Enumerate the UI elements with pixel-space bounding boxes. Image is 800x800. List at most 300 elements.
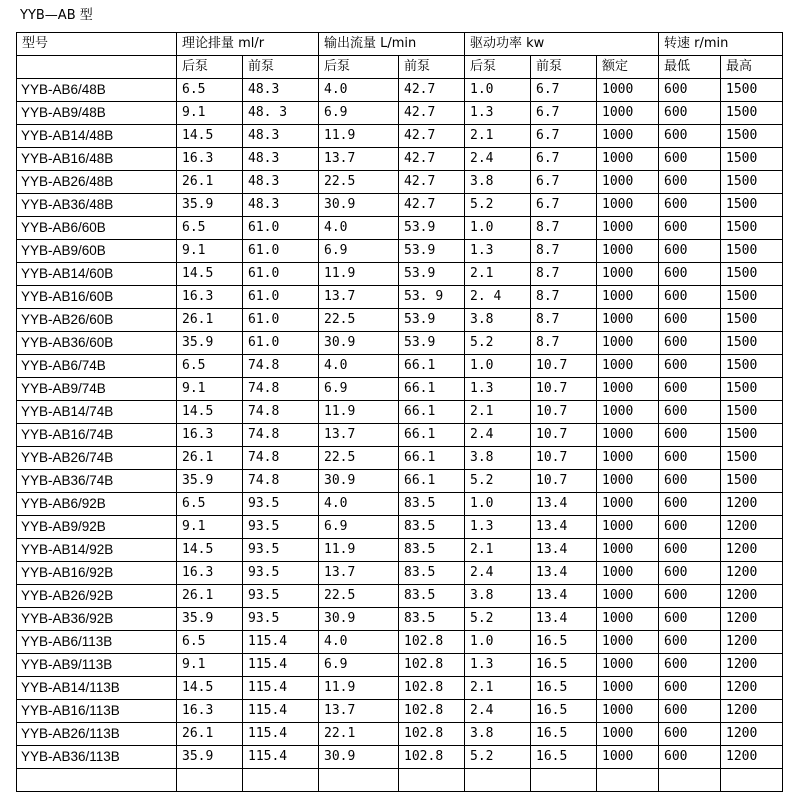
value-cell: 48.3 (243, 171, 319, 194)
value-cell: 1.3 (465, 654, 531, 677)
value-cell: 74.8 (243, 424, 319, 447)
value-cell: 1500 (721, 102, 783, 125)
empty-cell (17, 769, 177, 792)
value-cell: 1000 (597, 171, 659, 194)
value-cell: 600 (659, 493, 721, 516)
value-cell: 61.0 (243, 240, 319, 263)
model-cell: YYB-AB6/74B (17, 355, 177, 378)
value-cell: 1200 (721, 493, 783, 516)
value-cell: 2. 4 (465, 286, 531, 309)
value-cell: 1000 (597, 585, 659, 608)
value-cell: 1000 (597, 516, 659, 539)
value-cell: 74.8 (243, 355, 319, 378)
value-cell: 26.1 (177, 309, 243, 332)
header-model: 型号 (17, 33, 177, 56)
value-cell: 600 (659, 516, 721, 539)
value-cell: 1000 (597, 723, 659, 746)
value-cell: 8.7 (531, 286, 597, 309)
value-cell: 102.8 (399, 746, 465, 769)
value-cell: 600 (659, 79, 721, 102)
value-cell: 35.9 (177, 194, 243, 217)
value-cell: 1000 (597, 217, 659, 240)
value-cell: 1500 (721, 447, 783, 470)
value-cell: 16.3 (177, 562, 243, 585)
table-row (17, 631, 783, 654)
value-cell: 61.0 (243, 263, 319, 286)
value-cell: 5.2 (465, 332, 531, 355)
value-cell: 83.5 (399, 585, 465, 608)
model-cell: YYB-AB6/60B (17, 217, 177, 240)
value-cell: 13.7 (319, 700, 399, 723)
model-cell: YYB-AB26/113B (17, 723, 177, 746)
value-cell: 600 (659, 424, 721, 447)
value-cell: 22.5 (319, 171, 399, 194)
value-cell: 600 (659, 263, 721, 286)
value-cell: 1500 (721, 355, 783, 378)
value-cell: 600 (659, 102, 721, 125)
empty-cell (721, 769, 783, 792)
header-flow: 输出流量 L/min (319, 33, 465, 56)
value-cell: 3.8 (465, 171, 531, 194)
value-cell: 4.0 (319, 217, 399, 240)
value-cell: 13.7 (319, 562, 399, 585)
value-cell: 35.9 (177, 608, 243, 631)
value-cell: 13.4 (531, 608, 597, 631)
value-cell: 74.8 (243, 470, 319, 493)
model-cell: YYB-AB36/74B (17, 470, 177, 493)
value-cell: 53.9 (399, 332, 465, 355)
value-cell: 8.7 (531, 217, 597, 240)
value-cell: 2.1 (465, 539, 531, 562)
value-cell: 9.1 (177, 654, 243, 677)
value-cell: 14.5 (177, 539, 243, 562)
value-cell: 13.4 (531, 516, 597, 539)
value-cell: 2.4 (465, 424, 531, 447)
value-cell: 600 (659, 240, 721, 263)
value-cell: 10.7 (531, 355, 597, 378)
value-cell: 1500 (721, 125, 783, 148)
value-cell: 1.3 (465, 240, 531, 263)
value-cell: 600 (659, 746, 721, 769)
value-cell: 16.5 (531, 700, 597, 723)
value-cell: 61.0 (243, 309, 319, 332)
value-cell: 30.9 (319, 332, 399, 355)
value-cell: 10.7 (531, 424, 597, 447)
empty-cell (531, 769, 597, 792)
table-row (17, 608, 783, 631)
value-cell: 1000 (597, 562, 659, 585)
value-cell: 83.5 (399, 493, 465, 516)
value-cell: 2.1 (465, 677, 531, 700)
value-cell: 4.0 (319, 79, 399, 102)
value-cell: 61.0 (243, 217, 319, 240)
empty-cell (319, 769, 399, 792)
value-cell: 61.0 (243, 286, 319, 309)
model-cell: YYB-AB6/48B (17, 79, 177, 102)
value-cell: 3.8 (465, 447, 531, 470)
value-cell: 1500 (721, 79, 783, 102)
value-cell: 30.9 (319, 746, 399, 769)
table-row (17, 125, 783, 148)
value-cell: 74.8 (243, 401, 319, 424)
value-cell: 66.1 (399, 447, 465, 470)
value-cell: 5.2 (465, 194, 531, 217)
value-cell: 42.7 (399, 102, 465, 125)
empty-cell (399, 769, 465, 792)
value-cell: 1000 (597, 493, 659, 516)
value-cell: 1000 (597, 332, 659, 355)
value-cell: 1500 (721, 470, 783, 493)
value-cell: 42.7 (399, 125, 465, 148)
model-cell: YYB-AB16/60B (17, 286, 177, 309)
value-cell: 1200 (721, 516, 783, 539)
empty-cell (243, 769, 319, 792)
value-cell: 1000 (597, 746, 659, 769)
subheader-cell: 最高 (721, 56, 783, 79)
value-cell: 600 (659, 585, 721, 608)
value-cell: 115.4 (243, 700, 319, 723)
table-row (17, 677, 783, 700)
value-cell: 600 (659, 355, 721, 378)
value-cell: 9.1 (177, 240, 243, 263)
value-cell: 83.5 (399, 516, 465, 539)
value-cell: 14.5 (177, 263, 243, 286)
value-cell: 22.5 (319, 585, 399, 608)
table-row (17, 148, 783, 171)
table-row (17, 355, 783, 378)
empty-cell (465, 769, 531, 792)
value-cell: 16.5 (531, 746, 597, 769)
value-cell: 83.5 (399, 608, 465, 631)
model-cell: YYB-AB26/48B (17, 171, 177, 194)
value-cell: 6.7 (531, 148, 597, 171)
value-cell: 1200 (721, 677, 783, 700)
value-cell: 1200 (721, 723, 783, 746)
value-cell: 13.7 (319, 286, 399, 309)
empty-row (17, 769, 783, 792)
value-cell: 115.4 (243, 746, 319, 769)
table-row (17, 378, 783, 401)
model-cell: YYB-AB9/92B (17, 516, 177, 539)
value-cell: 48.3 (243, 194, 319, 217)
value-cell: 8.7 (531, 332, 597, 355)
value-cell: 2.1 (465, 125, 531, 148)
table-row (17, 79, 783, 102)
subheader-cell: 后泵 (177, 56, 243, 79)
value-cell: 600 (659, 700, 721, 723)
model-cell: YYB-AB36/113B (17, 746, 177, 769)
value-cell: 6.9 (319, 516, 399, 539)
model-cell: YYB-AB36/92B (17, 608, 177, 631)
table-row (17, 654, 783, 677)
value-cell: 30.9 (319, 194, 399, 217)
model-cell: YYB-AB36/48B (17, 194, 177, 217)
value-cell: 6.5 (177, 493, 243, 516)
model-cell: YYB-AB9/60B (17, 240, 177, 263)
value-cell: 16.3 (177, 148, 243, 171)
model-cell: YYB-AB9/48B (17, 102, 177, 125)
value-cell: 14.5 (177, 401, 243, 424)
table-row (17, 539, 783, 562)
table-row (17, 171, 783, 194)
value-cell: 1.0 (465, 355, 531, 378)
value-cell: 83.5 (399, 539, 465, 562)
table-row (17, 585, 783, 608)
table-row (17, 332, 783, 355)
subheader-cell: 额定 (597, 56, 659, 79)
value-cell: 1200 (721, 539, 783, 562)
value-cell: 2.4 (465, 562, 531, 585)
value-cell: 4.0 (319, 355, 399, 378)
value-cell: 66.1 (399, 355, 465, 378)
value-cell: 1000 (597, 608, 659, 631)
value-cell: 35.9 (177, 332, 243, 355)
value-cell: 1.0 (465, 79, 531, 102)
value-cell: 102.8 (399, 723, 465, 746)
value-cell: 1000 (597, 125, 659, 148)
value-cell: 1.0 (465, 217, 531, 240)
empty-cell (177, 769, 243, 792)
table-row (17, 493, 783, 516)
model-cell: YYB-AB16/48B (17, 148, 177, 171)
value-cell: 600 (659, 447, 721, 470)
value-cell: 1500 (721, 217, 783, 240)
value-cell: 6.7 (531, 79, 597, 102)
model-cell: YYB-AB14/92B (17, 539, 177, 562)
value-cell: 10.7 (531, 470, 597, 493)
empty-cell (597, 769, 659, 792)
value-cell: 9.1 (177, 516, 243, 539)
subheader-cell: 前泵 (531, 56, 597, 79)
value-cell: 1200 (721, 585, 783, 608)
value-cell: 48.3 (243, 125, 319, 148)
table-row (17, 194, 783, 217)
value-cell: 1000 (597, 539, 659, 562)
value-cell: 42.7 (399, 148, 465, 171)
value-cell: 6.9 (319, 240, 399, 263)
value-cell: 1000 (597, 148, 659, 171)
value-cell: 102.8 (399, 677, 465, 700)
value-cell: 53.9 (399, 309, 465, 332)
value-cell: 102.8 (399, 654, 465, 677)
value-cell: 42.7 (399, 79, 465, 102)
value-cell: 1500 (721, 332, 783, 355)
value-cell: 6.5 (177, 631, 243, 654)
value-cell: 26.1 (177, 723, 243, 746)
subheader-cell: 前泵 (243, 56, 319, 79)
value-cell: 1000 (597, 102, 659, 125)
value-cell: 102.8 (399, 631, 465, 654)
model-cell: YYB-AB36/60B (17, 332, 177, 355)
subheader-empty (17, 56, 177, 79)
value-cell: 115.4 (243, 631, 319, 654)
value-cell: 26.1 (177, 171, 243, 194)
value-cell: 93.5 (243, 539, 319, 562)
value-cell: 1000 (597, 263, 659, 286)
value-cell: 16.5 (531, 654, 597, 677)
value-cell: 13.7 (319, 424, 399, 447)
model-cell: YYB-AB14/60B (17, 263, 177, 286)
value-cell: 66.1 (399, 401, 465, 424)
value-cell: 93.5 (243, 516, 319, 539)
value-cell: 16.5 (531, 723, 597, 746)
value-cell: 1.0 (465, 493, 531, 516)
value-cell: 6.9 (319, 654, 399, 677)
table-row (17, 723, 783, 746)
table-row (17, 516, 783, 539)
model-cell: YYB-AB14/48B (17, 125, 177, 148)
value-cell: 66.1 (399, 424, 465, 447)
table-row (17, 401, 783, 424)
value-cell: 1000 (597, 700, 659, 723)
value-cell: 16.5 (531, 677, 597, 700)
table-row (17, 102, 783, 125)
value-cell: 35.9 (177, 746, 243, 769)
value-cell: 66.1 (399, 378, 465, 401)
value-cell: 53. 9 (399, 286, 465, 309)
value-cell: 10.7 (531, 447, 597, 470)
model-cell: YYB-AB26/60B (17, 309, 177, 332)
value-cell: 66.1 (399, 470, 465, 493)
value-cell: 115.4 (243, 654, 319, 677)
value-cell: 16.3 (177, 700, 243, 723)
subheader-row (17, 56, 783, 79)
value-cell: 1500 (721, 401, 783, 424)
value-cell: 74.8 (243, 378, 319, 401)
model-cell: YYB-AB16/74B (17, 424, 177, 447)
value-cell: 1000 (597, 470, 659, 493)
value-cell: 93.5 (243, 493, 319, 516)
value-cell: 1500 (721, 171, 783, 194)
model-cell: YYB-AB26/92B (17, 585, 177, 608)
value-cell: 6.5 (177, 217, 243, 240)
value-cell: 1500 (721, 286, 783, 309)
table-row (17, 424, 783, 447)
value-cell: 22.5 (319, 309, 399, 332)
value-cell: 5.2 (465, 470, 531, 493)
value-cell: 61.0 (243, 332, 319, 355)
value-cell: 10.7 (531, 401, 597, 424)
value-cell: 600 (659, 723, 721, 746)
value-cell: 53.9 (399, 240, 465, 263)
table-row (17, 286, 783, 309)
value-cell: 1200 (721, 746, 783, 769)
value-cell: 8.7 (531, 240, 597, 263)
value-cell: 8.7 (531, 263, 597, 286)
value-cell: 48. 3 (243, 102, 319, 125)
value-cell: 26.1 (177, 447, 243, 470)
value-cell: 30.9 (319, 470, 399, 493)
value-cell: 6.5 (177, 79, 243, 102)
model-cell: YYB-AB6/92B (17, 493, 177, 516)
value-cell: 1500 (721, 240, 783, 263)
value-cell: 1000 (597, 194, 659, 217)
value-cell: 600 (659, 148, 721, 171)
value-cell: 13.4 (531, 562, 597, 585)
value-cell: 35.9 (177, 470, 243, 493)
value-cell: 6.7 (531, 171, 597, 194)
value-cell: 6.7 (531, 194, 597, 217)
header-displacement: 理论排量 ml/r (177, 33, 319, 56)
value-cell: 1000 (597, 309, 659, 332)
value-cell: 13.4 (531, 493, 597, 516)
value-cell: 6.9 (319, 378, 399, 401)
table-row (17, 700, 783, 723)
spec-table (16, 32, 783, 792)
value-cell: 1500 (721, 424, 783, 447)
value-cell: 1000 (597, 447, 659, 470)
model-cell: YYB-AB9/113B (17, 654, 177, 677)
value-cell: 48.3 (243, 148, 319, 171)
value-cell: 1000 (597, 424, 659, 447)
value-cell: 53.9 (399, 263, 465, 286)
value-cell: 5.2 (465, 746, 531, 769)
value-cell: 42.7 (399, 194, 465, 217)
model-cell: YYB-AB16/92B (17, 562, 177, 585)
subheader-cell: 最低 (659, 56, 721, 79)
value-cell: 600 (659, 401, 721, 424)
value-cell: 13.4 (531, 585, 597, 608)
value-cell: 10.7 (531, 378, 597, 401)
value-cell: 14.5 (177, 125, 243, 148)
table-row (17, 562, 783, 585)
value-cell: 48.3 (243, 79, 319, 102)
table-row (17, 746, 783, 769)
value-cell: 6.5 (177, 355, 243, 378)
value-cell: 1000 (597, 378, 659, 401)
value-cell: 22.1 (319, 723, 399, 746)
model-cell: YYB-AB16/113B (17, 700, 177, 723)
value-cell: 1200 (721, 700, 783, 723)
value-cell: 1200 (721, 562, 783, 585)
value-cell: 6.7 (531, 125, 597, 148)
table-row (17, 217, 783, 240)
value-cell: 600 (659, 286, 721, 309)
value-cell: 600 (659, 539, 721, 562)
model-cell: YYB-AB14/113B (17, 677, 177, 700)
value-cell: 115.4 (243, 677, 319, 700)
value-cell: 600 (659, 631, 721, 654)
value-cell: 1000 (597, 286, 659, 309)
value-cell: 600 (659, 217, 721, 240)
value-cell: 1500 (721, 148, 783, 171)
model-cell: YYB-AB26/74B (17, 447, 177, 470)
value-cell: 22.5 (319, 447, 399, 470)
value-cell: 600 (659, 332, 721, 355)
value-cell: 83.5 (399, 562, 465, 585)
value-cell: 93.5 (243, 608, 319, 631)
model-cell: YYB-AB14/74B (17, 401, 177, 424)
table-row (17, 309, 783, 332)
value-cell: 3.8 (465, 723, 531, 746)
value-cell: 600 (659, 470, 721, 493)
value-cell: 53.9 (399, 217, 465, 240)
value-cell: 3.8 (465, 309, 531, 332)
value-cell: 1000 (597, 677, 659, 700)
value-cell: 6.7 (531, 102, 597, 125)
value-cell: 600 (659, 378, 721, 401)
value-cell: 5.2 (465, 608, 531, 631)
value-cell: 1500 (721, 194, 783, 217)
value-cell: 13.7 (319, 148, 399, 171)
value-cell: 1000 (597, 79, 659, 102)
value-cell: 3.8 (465, 585, 531, 608)
value-cell: 600 (659, 608, 721, 631)
value-cell: 9.1 (177, 102, 243, 125)
empty-cell (659, 769, 721, 792)
header-row (17, 33, 783, 56)
value-cell: 600 (659, 171, 721, 194)
